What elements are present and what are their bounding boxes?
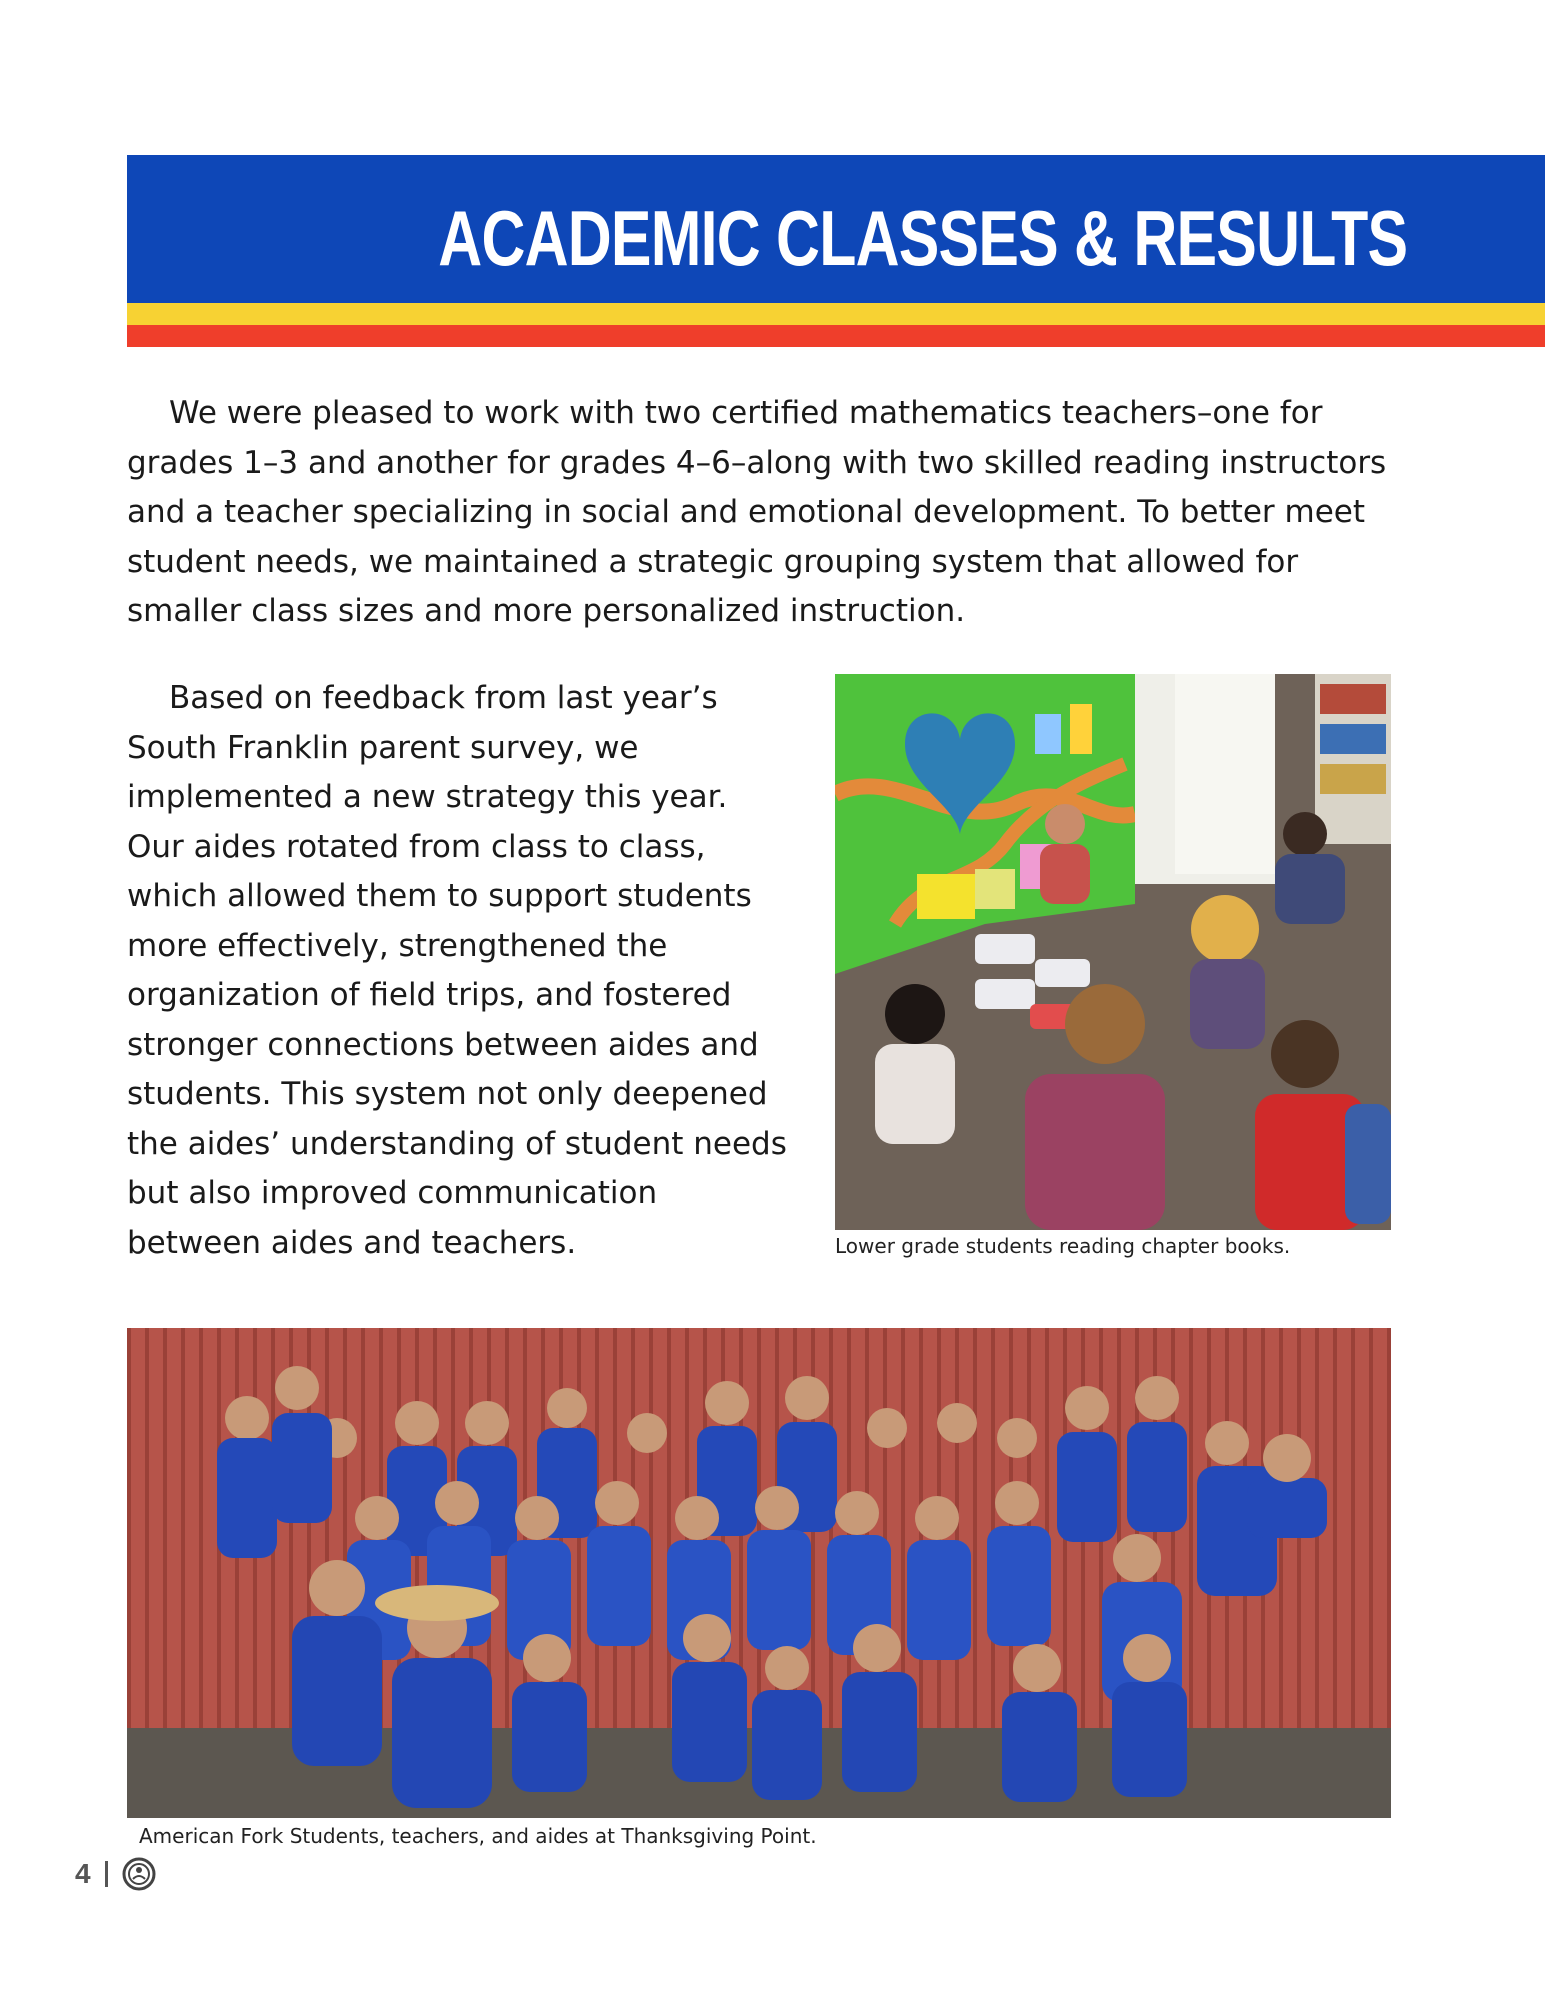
intro-paragraph bbox=[127, 389, 1397, 637]
page-title: ACADEMIC CLASSES & RESULTS bbox=[437, 194, 1407, 282]
page-number: 4 bbox=[75, 1858, 91, 1889]
group-photo bbox=[127, 1328, 1391, 1818]
page-footer bbox=[75, 1856, 156, 1892]
banner-red-stripe bbox=[127, 325, 1545, 347]
group-photo-caption: American Fork Students, teachers, and aides at Thanksgiving Point. bbox=[139, 1824, 817, 1848]
reading-photo-caption: Lower grade students reading chapter books. bbox=[835, 1234, 1291, 1258]
intro-paragraph-text: We were pleased to work with two certified mathematics teachers–one for grades 1–3 and another for grades 4–6–along with two skilled reading instructors and a teacher specializing in social and emotional development. To better meet student needs, we maintained a strategic grouping system that allowed for smaller class sizes and more personalized instruction. bbox=[127, 395, 1387, 629]
title-banner bbox=[127, 155, 1545, 347]
banner-yellow-stripe bbox=[127, 303, 1545, 325]
reading-classroom-photo bbox=[835, 674, 1391, 1230]
organization-logo-icon bbox=[122, 1857, 156, 1891]
strategy-paragraph-text: Based on feedback from last year’s South Franklin parent survey, we implemented a new strategy this year. Our aides rotated from class to class, which allowed them to support students more effectively, strengthened the organization of field trips, and fostered stronger connections between aides and students. This system not only deepened the aides’ understanding of student needs but also improved communication between aides and teachers. bbox=[127, 680, 787, 1261]
footer-divider bbox=[105, 1861, 108, 1887]
strategy-paragraph bbox=[127, 674, 787, 1268]
